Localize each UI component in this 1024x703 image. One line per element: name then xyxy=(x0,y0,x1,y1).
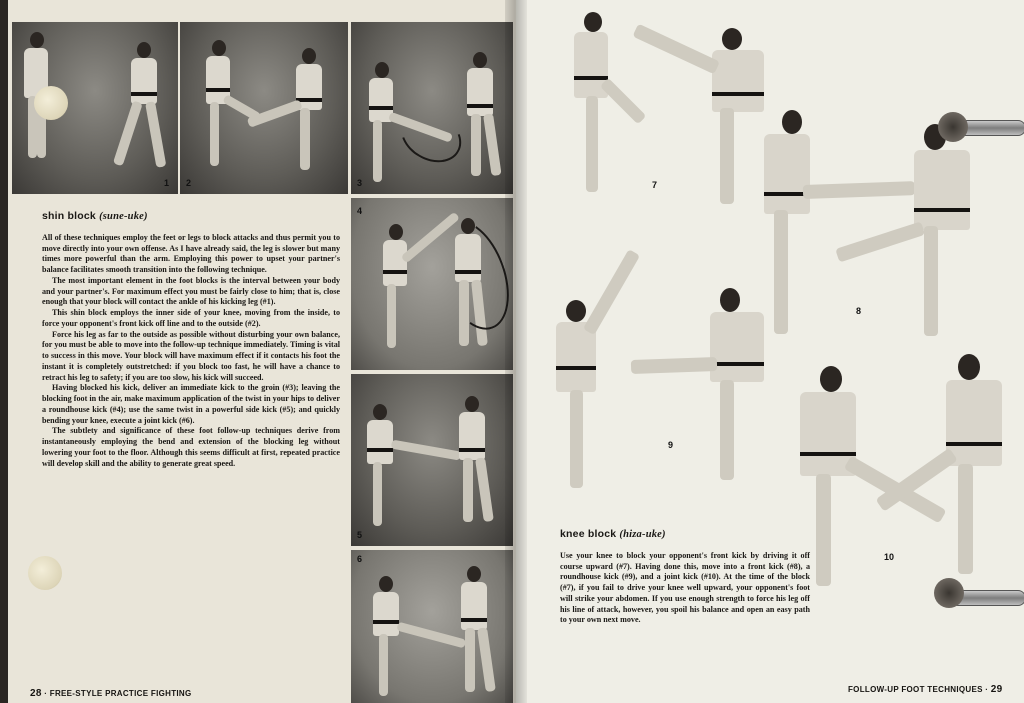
page-number: 29 xyxy=(990,684,1003,695)
photo-3 xyxy=(351,22,513,194)
photo-number: 1 xyxy=(164,178,170,188)
photo-number: 9 xyxy=(668,440,674,450)
paragraph: The subtlety and significance of these foot follow-up techniques derive from instantaneously employing the bend and extension of the blocking leg without lowering your foot to the floor. Although this seems difficult at first, repeated practice will develop skill and the ability to generate great speed. xyxy=(42,426,340,468)
punch-hole xyxy=(28,556,62,590)
paragraph: All of these techniques employ the feet or legs to block attacks and thus permit you to move directly into your own offense. As I have already said, the leg is slower but many times more powerful than the arm. Employing this power to upset your partner's balance facilitates smooth transition into the following technique. xyxy=(42,232,340,275)
running-title: FREE-STYLE PRACTICE FIGHTING xyxy=(49,689,192,698)
heading-term: (sune-uke) xyxy=(99,211,148,222)
article-heading xyxy=(560,528,810,542)
photo-5 xyxy=(351,374,513,546)
folio-separator: · xyxy=(985,685,989,694)
photo-number: 4 xyxy=(357,206,363,216)
shin-block-article xyxy=(42,210,340,469)
paragraph: Force his leg as far to the outside as possible without disturbing your own balance, for you must be able to move into the follow-up technique immediately. Timing is vital to success in this move. Your block will have maximum effect if it contacts his foot the instant it is completely outstretched: if you block too fast, he will have a chance to retract his leg to safety; if you are too slow, his kick will succeed. xyxy=(42,329,340,382)
photo-number: 2 xyxy=(186,178,192,188)
running-title: FOLLOW-UP FOOT TECHNIQUES xyxy=(848,685,983,694)
photo-2 xyxy=(180,22,348,194)
article-heading xyxy=(42,210,340,224)
motion-arrow xyxy=(391,99,470,173)
punch-hole xyxy=(938,112,968,142)
left-folio xyxy=(30,688,192,699)
gutter-shadow xyxy=(505,0,527,703)
heading-title: shin block xyxy=(42,210,96,222)
paragraph: Use your knee to block your opponent's front kick by driving it off course upward (#7). Having done this, move into a front kick (#8), a roundhouse kick (#9), and a joint kick (#10). At the time of the block (#7), if you fail to drive your knee well upward, your opponent's foot will strike your abdomen. If you use enough strength to force his leg off his line of attack, however, you spoil his balance and open an easy path to your own next move. xyxy=(560,550,810,625)
heading-term: (hiza-uke) xyxy=(619,529,666,540)
punch-hole xyxy=(934,578,964,608)
folio-separator: · xyxy=(44,689,48,698)
paragraph: The most important element in the foot blocks is the interval between your body and your partner's. For maximum effect you must be fairly close to him; that is, close enough that your block will contact the ankle of his kicking leg (#1). xyxy=(42,275,340,307)
photo-4 xyxy=(351,198,513,370)
photo-number: 3 xyxy=(357,178,363,188)
photo-number: 8 xyxy=(856,306,862,316)
page-number: 28 xyxy=(30,688,42,699)
paragraph: Having blocked his kick, deliver an immediate kick to the groin (#3); leaving the blocking foot in the air, make maximum application of the twist in your hips to deliver a roundhouse kick (#4); use the same twist in a powerful side kick (#5); and quickly bending your knee, execute a joint kick (#6). xyxy=(42,383,340,425)
paragraph: This shin block employs the inner side of your knee, moving from the inside, to force your opponent's front kick off line and to the outside (#2). xyxy=(42,308,340,328)
photo-number: 7 xyxy=(652,180,658,190)
right-folio xyxy=(848,684,1003,695)
photo-number: 6 xyxy=(357,554,363,564)
photo-number: 5 xyxy=(357,530,363,540)
photo-number: 10 xyxy=(884,552,895,562)
heading-title: knee block xyxy=(560,528,617,540)
knee-block-article xyxy=(560,528,810,626)
punch-hole xyxy=(34,86,68,120)
photo-6 xyxy=(351,550,513,703)
